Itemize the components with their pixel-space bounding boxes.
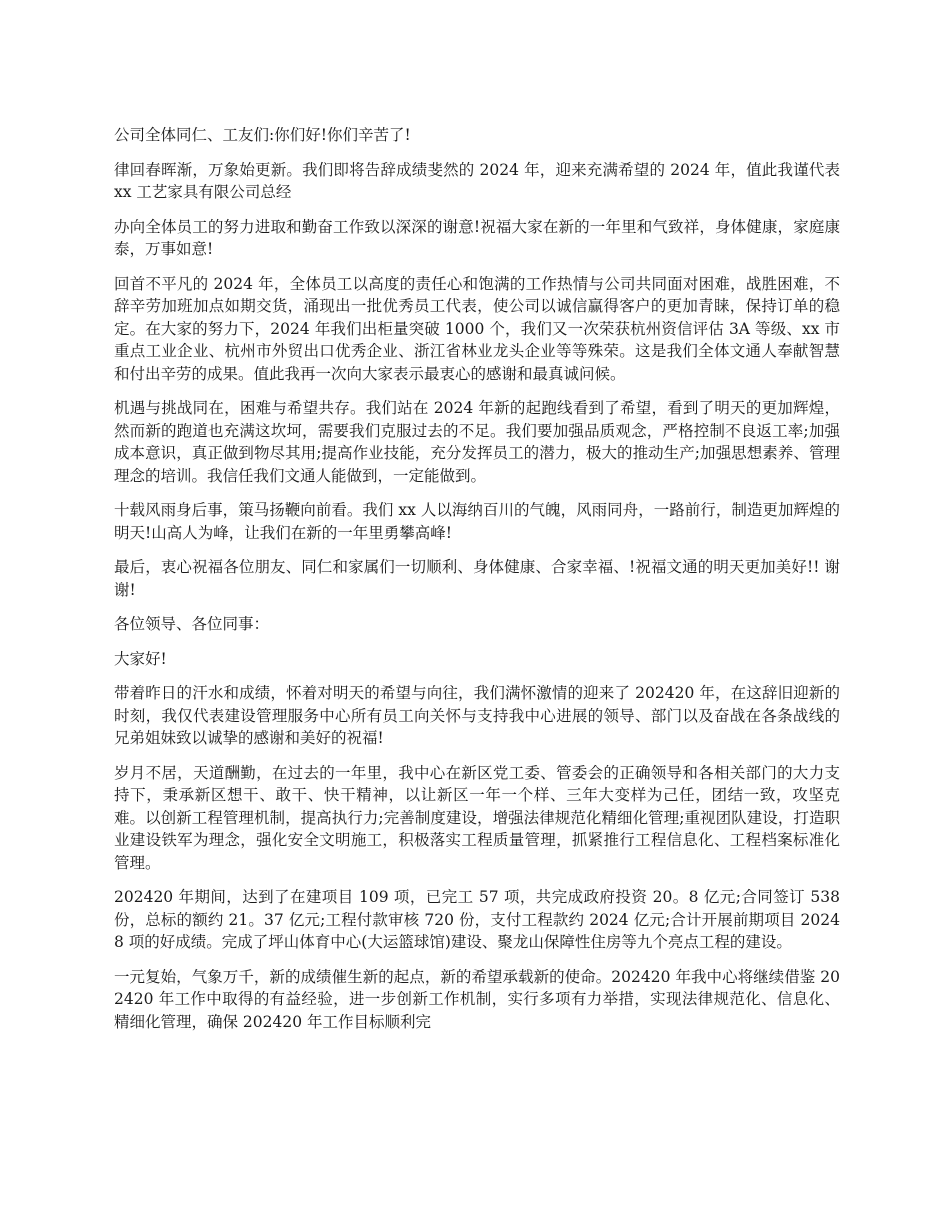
review-paragraph: 回首不平凡的 2024 年，全体员工以高度的责任心和饱满的工作热情与公司共同面对困难，战胜困难，不辞辛劳加班加点如期交货，涌现出一批优秀员工代表，使公司以诚信赢得客户的更加青睐，保持订单的稳定。在大家的努力下，2024 年我们出柜量突破 1000 个，我们又一次荣获杭州资信评估 3A 等级、xx 市重点工业企业、杭州市外贸出口优秀企业、浙江省林业龙头企业等等殊荣。这是我们全体文通人奉献智慧和付出辛劳的成果。值此我再一次向大家表示最衷心的感谢和最真诚问候。 — [114, 274, 840, 383]
thanks-paragraph: 办向全体员工的努力进取和勤奋工作致以深深的谢意!祝福大家在新的一年里和气致祥，身体健康，家庭康泰，万事如意! — [114, 217, 840, 258]
outlook-paragraph: 一元复始，气象万千，新的成绩催生新的起点，新的希望承载新的使命。202420 年我中心将继续借鉴 202420 年工作中取得的有益经验，进一步创新工作机制，实行多项有力举措，实现法律规范化、信息化、精细化管理，确保 202420 年工作目标顺利完 — [114, 967, 840, 1031]
hello-paragraph: 大家好! — [114, 649, 167, 668]
greeting-paragraph: 公司全体同仁、工友们:你们好!你们辛苦了! — [114, 126, 411, 144]
salutation-paragraph: 各位领导、各位同事： — [114, 615, 270, 633]
motto-paragraph: 十载风雨身后事，策马扬鞭向前看。我们 xx 人以海纳百川的气魄，风雨同舟，一路前行，制造更加辉煌的明天!山高人为峰，让我们在新的一年里勇攀高峰! — [114, 501, 840, 542]
closing-paragraph: 最后，衷心祝福各位朋友、同仁和家属们一切顺利、身体健康、合家幸福、!祝福文通的明天更加美好!! 谢谢! — [114, 558, 840, 599]
achievements-paragraph: 岁月不居，天道酬勤，在过去的一年里，我中心在新区党工委、管委会的正确领导和各相关部门的大力支持下，秉承新区想干、敢干、快干精神，以让新区一年一个样、三年大变样为己任，团结一致，攻坚克难。以创新工程管理机制，提高执行力;完善制度建设，增强法律规范化精细化管理;重视团队建设，打造职业建设铁军为理念，强化安全文明施工，积极落实工程质量管理，抓紧推行工程信息化、工程档案标准化管理。 — [114, 763, 840, 872]
opening-paragraph: 律回春晖渐，万象始更新。我们即将告辞成绩斐然的 2024 年，迎来充满希望的 2024 年，值此我谨代表 xx 工艺家具有限公司总经 — [114, 160, 840, 201]
statistics-paragraph: 202420 年期间，达到了在建项目 109 项，已完工 57 项，共完成政府投资 20。8 亿元;合同签订 538 份，总标的额约 21。37 亿元;工程付款审核 720 份，支付工程款约 2024 亿元;合计开展前期项目 20248 项的好成绩。完成了坪山体育中心(大运篮球馆)建设、聚龙山保障性住房等九个亮点工程的建设。 — [114, 888, 840, 951]
document-body — [114, 124, 840, 1045]
challenge-paragraph: 机遇与挑战同在，困难与希望共存。我们站在 2024 年新的起跑线看到了希望，看到了明天的更加辉煌，然而新的跑道也充满这坎坷，需要我们克服过去的不足。我们要加强品质观念，严格控制不良返工率;加强成本意识，真正做到物尽其用;提高作业技能，充分发挥员工的潜力，极大的推动生产;加强思想素养、管理理念的培训。我信任我们文通人能做到，一定能做到。 — [114, 399, 840, 485]
newyear-paragraph: 带着昨日的汗水和成绩，怀着对明天的希望与向往，我们满怀激情的迎来了 202420 年，在这辞旧迎新的时刻，我仅代表建设管理服务中心所有员工向关怀与支持我中心进展的领导、部门以及奋战在各条战线的兄弟姐妹致以诚挚的感谢和美好的祝福! — [114, 684, 840, 747]
